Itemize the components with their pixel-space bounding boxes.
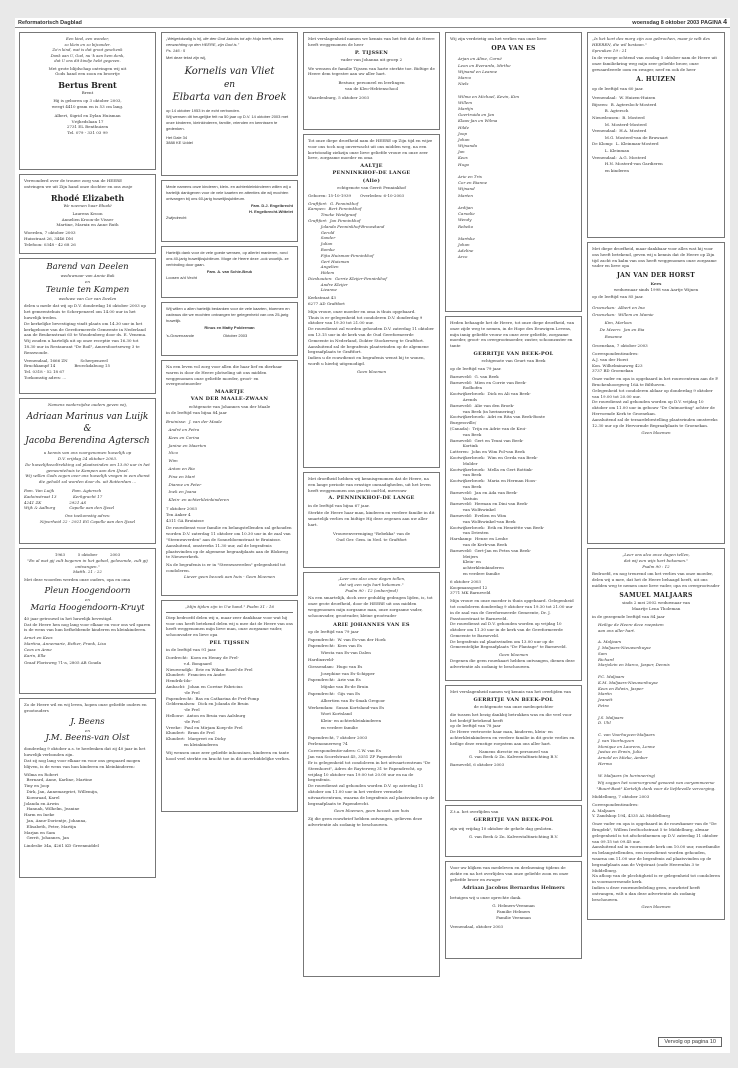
anniversary-ad-beens: Zo de Heere wil en wij leven, hopen onze geliefde ouders en grootouders J. Beens en J.M. Beens-van Olst donderdag 9 oktober a.s. te herdenken dat zij 40 jaar in het huwelijk verbonden zijn. Dat zij nog lang voor elkaar en voor ons gespaard mogen blijven, is de wens van hun kinderen en kleinkinderen: Wilma en Robert Bernard, Anne, Karline, Martine Tiny en Joop Dirk, Jan, Annemargriet, Willemijn, Koenraad, Karel Jolanda en Arwin Hannah, Wilhelm, Jeanine Harm en Ineke Jan, Anne-Dorientje, Johanna, Elisabeth, Peter, Martijn Marjan en Sam Gerrit, Johannes, Jan Lindeslie 34a, 4261 KD Greenmiddel <box>19 698 156 878</box>
obituary-opa-van-es: Wij zijn verdrietig om het verlies van onze lieve OPA VAN ES Arjan en Aline, Corné Leon en Everarda, Mirthe Wijnand en Leanne Marco Niels Wilma en Michael, Kevin, Kim Willem Martijn Geertruida en Jan Klaas-Jan en Wilma Hilde Joop Johan Wijnanda Jan Kees Hugo Arie en Trix Cor en Rianne Wijnand Marten Ardijan Carsalie Wendy Rebeko Martske Johan Adeline Arco <box>445 32 582 312</box>
wedding-ad-luijk: Namens wederzijdse ouders geven wij, Adriaan Marinus van Luijk & Jacoba Berendina Agtersch u kennis van ons voorgenomen huwelijk op D.V. vrijdag 24 oktober 2003. De huwelijksvoltrekking zal plaatsvinden om 13.00 uur in het gemeentehuis te Kampen aan den IJssel. Wij willen Gods zegen over ons huwelijk vragen in een dienst die gehold zal worden door ds. uit Rotterdam ... Fam. Van Luijk Fam. Agtersch Kadoinstraat 13 Kerkgracht 17 4241 ZK 2921 AS Wijk & Aalburg Capelle aan den IJssel Ons toekomstig adres: Nijverheid 22 - 2921 EG Capelle aan den IJssel <box>19 398 156 544</box>
column-3 <box>303 32 440 981</box>
deceased-name: JAN VAN DER HORST <box>616 272 696 280</box>
column-5 <box>587 32 725 924</box>
obituary-notice-rebekka: Met droefheid hebben wij kennisgenomen dat de Heere, na een lange periode van ernstige onraadigheden, uit het leven heeft weggenomen ons geacht oud-lid, mevrouw A. PENNINKHOF-DE LANGE in de leeftijd van bijna 67 jaar. Sterkte de Heere haar man, kinderen en verdere familie in dit smartelijk verlies en bidtige Hij deze zegenen aan uw aller hart. Vrouwenvereniging "Rebekka" van de Oud Ger. Gem. in Ned. te Graftfort <box>303 472 440 568</box>
page-date: woensdag 8 oktober 2003 PAGINA 4 <box>632 19 727 26</box>
child-name: Rhodé Elizabeth <box>50 192 125 203</box>
deceased-name: GERRITJE VAN BEEK-POL <box>473 696 554 703</box>
obituary-notice-tijssen-school: Met verslagenheid namen we kennis van het feit dat de Heere heeft weggenomen de heer P. TIJSSEN vader van Johanna uit groep 2 We wensen de familie Tijssen van harte sterkte toe. Bidtige de Heere dem tegestre aan uw aller hart. Bestuur, personeel en leerlingen van de Kleo-Hebtenschool Waardenburg, 5 oktober 2003 <box>303 32 440 130</box>
column-2 <box>161 32 298 816</box>
obituary-maartje: Na een leven vol zorg voor allen die haar lief en dierbaar waren is door de Heere plotseling uit ons midden weggenomen onze geliefde moeder, groot- en overgrootmoeder MAARTJE VAN DER MAALE-ZWAAN echtgenote van Johannes van der Maale in de leeftijd van bijna 84 jaar Bruinisse: J. van der Maale André en Petra Kees en Corina Janine en Maarten Nico Wim Anton en Ria Pina en Mart Dianne en Peter Inek en Joana Klein- en achterkleinkinderen 7 oktober 2003 Ten Anker 4 4311 GA Bruinisse De rouwdienst voor familie en belangstellenden zal gehouden worden D.V. zaterdag 11 oktober om 10.30 uur in de zaal van "Steenwaverden" aan de Sonnebloemstraat te Bruinisse. Aansluitend, omstreeks 11.30 uur, zal de begrafenis plaatsvinden op de algemene begraafplaats aan de Blokweg te Nieuwerkerk. Na de begrafenis is er in "Steenwaverden" gelegenheid tot condoleren. Liever geen bezoek aan huis - Geen bloemen <box>161 360 298 596</box>
thanks-ad-schie: Hartelijk dank voor de vele goede wensen, op allerlei manieren, rond ons 40-jarig huwelijksjubileum. Moge de Heere deze -ook woorlijk- ze verbinding door gaan. Fam. A. van Schie-Beuk Loosen a/d Vecht <box>161 246 298 298</box>
deceased-name: SAMUEL MALJAARS <box>619 591 693 599</box>
deceased-name: PEL TIJSSEN <box>209 639 250 646</box>
deceased-name: GERRITJE VAN BEEK-POL <box>473 816 554 823</box>
birth-ad-rhode: Verwonderd over de trouwe zorg van de HEERE ontvingen we uit Zijn hand onze dochter en ons zusje Rhodé Elizabeth We noemen haar Rhodé Laurens Kroon Annelien Kroon-de Visser Martine, Marnix en Anne Ruth Woerden, 7 oktober 2003 Huisstraat 26, 3446 DM Telefoon: 0348 - 42 68 26 <box>19 174 156 254</box>
thanks-ad-polderman: Wij willen u allen hartelijk bedanken voor de vele kaarten, bloemen en cadeaus die we mochten ontvangen ter gelegenheid van ons 25-jarig huwelijk. Rinus en Matty Polderman 's-Gravenzande Oktober 2003 <box>161 302 298 356</box>
obituary-gerritje: Heden behaagde het de Heere, tot onze diepe droefheid, van onze zijde weg te nemen, in de Hope des Eeuwigen Levens, mijn innig geliefde vrouw en onze zeer geliefde, zorgzame moeder, groot- en overgrootmoeder, zuster, schoonzuster en tante GERRITJE VAN BEEK-POL echtgenote van Geurt van Beek op de leeftijd van 79 jaar. Barneveld: G. van Beek Barneveld: Mien en Corrie van Beek- Rodhofen Kootwijkerbroek: Dick en Ali van Beek- Arends Barneveld: Alie van den Broek- van Beek (in herinnering) Kootwijkerbroek: Adri en Rita van Beek-Bonte Burgessville/ (Canada): Trijn en Adrie van de Kroi- van Beek Barneveld: Gert en Teuni van Beek- Kortink Lutteren: John en Wim Pol-van Beek Kootwijkerbroek: Wim en Gerda van Beek- Mulder Kootwijkerbroek: Mella en Gert Bottink- van Beek Kootwijkerbroek: Maria en Herman Hoos- van Beek Barneveld: Jan en Ada van Beek- Vastuin Barneveld: Herman en Dini van Beek- van Wolfswinkel Barneveld: Evelien en Wim van Wolfswinkel-van Beek Kootwijkerbroek: Erik en Henriëtte van Beek- van Driesten Harskamp: Henze en Lenhe van de Kerk-van Beek Barneveld: Gert-Jan en Petra van Beek- Meijers Klein- en achterkleinkinderen en verdere familie 6 oktober 2003 Koopmansgoed 12 3771 MK Barneveld Mijn vrouw en onze moeder is thuis opgebaard. Gelegenheid tot condoleren donderdag 9 oktober van 19.30 tot 21.00 uur in de zaal van de Gereformeerde Gemeente, Dr. J. Passtoorstraat te Barneveld. De rouwdienst zal D.V. gehouden worden op vrijdag 10 oktober om 11.30 uur in de kerk van de Gereformeerde Gemeente te Barneveld. De begrafenis zal plaatsvinden om 13.00 uur op de Gemeentelijke Begraafplaats "De Plantage" te Barneveld. Geen bloemen Degenen die geen rouwkaart hebben ontvangen, dienen deze advertentie als zodanig te beschouwen. <box>445 316 582 681</box>
continued-on-page-link[interactable]: Vervolg op pagina 10 <box>658 1037 722 1047</box>
newspaper-name: Reformatorisch Dagblad <box>18 20 82 26</box>
anniversary-ad-vliet: „Welgelukzalig is hij, die den God Jakobs tot zijn Hulp heeft, wiens verwachting op den HEERE, zijn God is." Ps. 146 : 5 Met deze tekst zijn wij, Kornelis van Vliet en Elbarta van den Broek op 14 oktober 1953 in de echt verbonden. Wij wensen dit heugelijke feit na 50 jaar op D.V. 14 oktober 2003 met onze kinderen, kleinkinderen, familie, vrienden en kennissen te gedenken. Het Dale 34 3888 KE Uddel <box>161 32 298 176</box>
deceased-name: OPA VAN ES <box>491 44 536 52</box>
obituary-tijssen: „Mijn tijden zijn in Uw hand." Psalm 31 : 16 Diep bedroefd delen wij u, maar zeer dankbaar voor wat hij voor ons heeft betekend delen wij u mee dat de Heere van ons heeft weggenomen mijn lieve man, onze zorgzame vader, schoonvader en lieve opa PEL TIJSSEN in de leeftijd van 91 jaar. Dordrecht: Koen en Henny de Frel- v.d. Bongaard Nieuwendijk: Erie en Wilma Rozel-de Frel Klundert: Francien en Andre Hendrik-Ido- Ambacht: Johan en Corrine Fabricius -de Frel Papendrecht: Bas en Catharina de Frel-Pomp Geldermalsen: Dick en Jolanda de Bruin -de Frel Hellouw: Anton en Bruia van Aalsburg -de Frel Vreeke: Paul en Mirjam Koep-de Frel Klundert: Bram de Frel Klundert: Margreet en Dicky en kleinkinderen Wij wensen onze zeer geliefde inhousines, kinderen en tante hood veel sterkte en kracht toe in dit onverbiddelijke verlies. <box>161 600 298 812</box>
deceased-name: GERRITJE VAN BEEK-POL <box>473 350 554 357</box>
newspaper-page <box>15 18 730 1053</box>
birth-ad-bertus: Een kind, een wonder, zo klein en zo bijzonder. Zo'n kind, wat is dat groot geschenk Dank aan U, God, nu 'k aan hem denk, dat U ons dit kindje hebt gegeven. Met grote blijdschap ontvingen wij uit Gods hand een zoon en broertje Bertus Brent Brent Hij is geboren op 3 oktober 2003, weegt 4410 gram en is 53 cm lang. Albert, Sigrid en Dylan Huisman Vrijhedslaan 17 2731 EL Benthuizen Tel. 079 - 331 03 99 <box>19 32 156 170</box>
page-header <box>15 18 730 28</box>
obituary-maljaars: „Leer ons alzo onze dagen tellen, dat wij een wijs hart bekomen." Psalm 90 : 12 Bedroefd, en nog treurend om het verlies van onze moeder, delen wij u mee, dat het de Heere behaagd heeft, uit ons midden weg te nemen onze lieve vader, opa en overgrootvader SAMUEL MALJAARS sinds 2 mei 2002 weduwnaar van Maartje Lena Tholeman in de gezegende leeftijd van 84 jaar Heilige de Heere deze roepstem aan ons aller hart. A. Maljaars J. Maljaars-Nieuwenhuyse Sam Richard Marjolein en Marco, Jasper, Dennis P.C. Maljaars K.M. Maljaars-Nieuwenhuyse Kees en Edwin, Jasper Martin Jeanett Petra J.S. Maljaars D. Uhl C. van Voorhuyzen-Maljaars J. van Voorhuyzen Monique en Laurens, Lenne Justus en Erwin, Julia Arnold en Mieke, Amber Herma W. Maljaars (in herinnering) Wij zoggen het voorvorgrond geweest van ooryammeerse "Buurt-Baat" Kortelijk dank voor de liefdevolle verzorging. Middelburg, 7 oktober 2003 Correspondentieadres: A. Maljaars Y. Zandskop 194, 4335 AL Middelburg Onze vader en opa is opgebaard in de rouwkamer van de "De Brugdek", Willem Iweltochstraat 5 te Middelburg, alwaar gelegenheid is tot afscheidnemen op D.V. zaterdag 11 oktober van 09.15 tot 09.45 uur. Aansluitend zal in voornoemde kerk om 10.00 uur, rouwfamilie en belangstellenden, een rouwdienst worden gehouden, waarna om 11.00 uur de begrafenis zal plaatsvinden op de begraafplaats aan de Vrijstraat (oude Heerenhis 3 te Middelburg. Na afloop van de plechtigheid is er gelegenheid tot condoleren in voormoeresende kerk. Indien u deze rouwmededeling geen, rouwbrief heeft ontvangen, wilt u dan deze advertentie als zodanig beschouwen. Geen bloemen <box>587 548 725 920</box>
column-4 <box>445 32 582 963</box>
obituary-notice-gerritje-company: Met verslagenheid namen wij kennis van het overlijden van GERRITJE VAN BEEK-POL de echtgenote van onze medeoprichter die tussen het bezig dankbij betrokken was en die veel voor het bedrijf betekend heeft op de leeftijd van 78 jaar De Heere vertroeste haar man, kinderen, klein- en achterkleinkinderen en verdere familie in dit grote verlies en heilige deze ernstige roepstem aan ons aller hart. Namens directie en personeel van G. van Beek & Zn. Kalverstaltinrichting B.V. Barneveld, 6 oktober 2003 <box>445 685 582 801</box>
thanks-ad-helmers: Voor uw blijken van medeleven en deelneming tijdens de ziekte en na het overlijden van onze geliefde zoon en onze geliefde broer en zwager Adriaan Jacobus Bernardus Helmers betuigen wij u onze oprechte dank. G. Helmers-Veenman Familie Helmers Familie Veenman Veenendaal, oktober 2003 <box>445 861 582 959</box>
wedding-ad-deelen: Barend van Deelen weduwnaar van Annie Bak en Teunie ten Kampen weduwe van Cor van Deelen delen u mede dat wij op D.V. donderdag 16 oktober 2003 op het gemeentehuis te Scherpenzeel om 14.00 uur in het huwelijk treden. De kerkelijke bevestiging vindt plaats om 14.30 uur in het kerkgebouw van de Gereformeerde Gemeente in Nederland aan de Beukenstraat 65 te Woudenberg door ds. E. Venema. Wij zouden u hartelijk uit op onze receptie van 16.30 tot 18.30 uur in Restaurant "De Boil", Amersfoortseweg 3 te Renswoude. Veenendaal, 1666 ZN Scherpenzeel Bruchkampf 14 Broeckdabuog 15 Tel. 0318 - 52 18 67 Toekomstig adres: ... <box>19 258 156 394</box>
obituary-huizen: „Is het kort des morg zijn zoo gebrochen, maar je wilt des HEEREN, die wil bestaan." Spreuken 19 : 21 In de vroege ochtend van zondag 5 oktober nam de Heere uit onze familiekring weg mijn zeer geliefde broer, onze gewaardeerde oom en zwager, neef en ook de heer A. HUIZEN op de leeftijd van 60 jaar. Veenendaal: W. Huizen-Huizen Bijseen: B. Agtersloch-Mosterd B. Agtersch Nieuwleusen: B. Mosterd M. Mosterd-Mosterd Veenendaal: H.A. Mosterd M.G. Mosterd-van de Bruwaart De Klomp: L. Kleinman-Mosterd L. Kleinman Veenendaal: A.G. Mosterd H.N. Mosterd-van Gardieren en kinderen <box>587 32 725 238</box>
deceased-name: MAARTJE VAN DER MAALE-ZWAAN <box>190 389 269 403</box>
thanks-ad-engelbrecht: Mede namens onze kinderen, klein- en achterkleinkinderen willen wij u hartelijk dankgeven voor de vele kaarten en attenties die wij mochten ontvangen bij ons 60-jarig huwelijksjubileum. Fam. D.J. Engelbrecht H. Engelbrecht-Wittelet Zwijndrecht <box>161 180 298 242</box>
deceased-name: A. PENNINKHOF-DE LANGE <box>328 495 415 502</box>
deceased-name: A. HUIZEN <box>636 75 676 83</box>
closing-notice-van-beek: Z.t.a. het overlijden van GERRITJE VAN BEEK-POL zijn wij vrijdag 10 oktober de gehele dag gesloten. G. van Beek & Zn. Kalverstaltinrichting B.V. <box>445 805 582 857</box>
column-1 <box>19 32 156 882</box>
obituary-van-der-horst: Met diepe droefheid, maar dankbaar voor alles wat hij voor ons heeft betekend, geven wij u kennis dat de Heere op Zijn tijd zacht en kalm van ons heeft weggenomen onze zorgzame vader en lieve opa JAN VAN DER HORST Kees weduwnaar sinds 1998 van Aartje Wijnen op de leeftijd van 85 jaar. Groenekan: Albert en Ina Groenekan: Willem en Mamie Kim, Marloes De Meern: Jan en Ria Rosanne Groenekan, 7 oktober 2003 Correspondentieadres: A.J. van der Horst Kon. Wilhelminaweg 423 3737 BD Groenekan Onze vader en opa is opgebaard in het rouwcentrum aan de P. Bruckenhoorgweg 16A te Bilthoven. Gelegenheid tot condoleren aldaar op donderdag 9 oktober van 19.00 tot 20.00 uur. De rouwdienst zal gehouden worden op D.V. vrijdag 10 oktober om 11.00 uur in gebouw "De Ontmoeting" achter de Hervormde Kerk te Groenekan. Aansluitend zal de teraardebestelling plaatsvinden omstreeks 12.30 uur op de Hervormde Begraafplaats te Groenekan. Geen bloemen <box>587 242 725 544</box>
deceased-name: P. TIJSSEN <box>354 49 389 56</box>
obituary-arie-van-es: „Leer ons alzo onze dagen tellen, dat wij een wijs hart bekomen." Psalm 90 : 12 (onberijmd) Na een smartelijk, doch zeer geduldig gedragen lijden, is, tot onze grote droefheid, door de HEERE uit ons midden weggenomen mijn zorgzame man, onze zorgzame vader, schoonvader, grootvader, kleine grootvader ARIE JOHANNES VAN ES op de leeftijd van 79 jaar Papendrecht: W. van Es-van der Hoek Papendrecht: Kees van Es Wiesta van Es-van Dalen Hardinxveld- Giessendam: Hugo van Es Josephine van Es-Schipper Papendrecht: Arie van Es Mijnke van Es-de Bruin Papendrecht: Gijs van Es Albertien van Es-Smak Gregoor Werkendam: Susan Kortsland-van Es Woet Kortsland Klein- en achterkleinkinderen en verdere familie Papendrecht, 7 oktober 2003 Perlenonnerweg 74 Correspondentie-adres: C.W. van Es Jan van Scorelstraat 45, 3351 ZP Papendrecht Er is gelegenheid tot condoleren in het uitvaartcentrum "De Steenhorst", Adres de Rayterweg 31 te Papendrecht, op vrijdag 10 oktober van 19.00 tot 20.00 uur en na de begrafenis. De rouwdienst zal gehouden worden D.V. op zaterdag 11 oktober om 11.00 uur in het verdere vermelde uitvaartcentrum, waarna de begrafenis zal plaatsvinden op de begraafplaats te Papendrecht. Geen bloemen, geen bezoek aan huis Zij die geen rouwbrief hebben ontvangen, gelieven deze advertentie als zodanig te beschouwen. <box>303 572 440 977</box>
child-name: Bertus Brent <box>58 80 117 91</box>
deceased-name: ARIE JOHANNES VAN ES <box>333 621 410 628</box>
deceased-name: AALTJE PENNINKHOF-DE LANGE (Alie) <box>332 163 411 184</box>
obituary-aaltje: Tot onze diepe droefheid nam de HEERE op Zijn tijd en wijze voor ons toch nog onverwacht uit ons midden weg, na een kortstondig ziekzijn onze lieve geliefde vrouw en onze zeer lieve, zorgzame moeder en oma AALTJE PENNINKHOF-DE LANGE (Alie) echtgenote van Gerrit Penninkhof Geboren: 15-10-1939 Overleden: 6-10-2003 Graftfort: G. Penninkhof Kampen: Bert Penninkhof Tineke Weidgraaf Graftfort: Jan Penninkhof Jolanda Penninkhof-Brouwkand Gerold Sander Julian Romke Fijta Huisman-Penninkhof Gert Huisman Angelien Hidem Dieshouten: Gerrie Kleijer-Penninkhof Andre Kleijer Lieanne Kerkstraat 43 6277 AD Graftfort Mijn vrouw, onze moeder en oma is thuis opgebaard. Thuis is er gelegenheid tot condoleren D.V. donderdag 9 oktober van 19.30 tot 21.00 uur. De rouwdienst zal worden gehouden D.V. zaterdag 11 oktober om 13.15 uur in de kerk van de Oud Gereformeerde Gemeente in Nederland, Dokter Stockerweg te Graftfort. Aansluitend zal de begrafenis plaatsvinden op de algemene begraafplaats te Graftfort. Indien u de rouwdienst en begrafenis wenst bij te wonen, wordt u hierbij uitgenodigd. Geen bloemen <box>303 134 440 468</box>
anniversary-ad-hoogendoorn: 1963 5 oktober 2003 "En al wat gij zult begeren in het gebed, gelovende, zult gij ontvangen." Matth. 21 : 22 Met deze woorden werden onze ouders, opa en oma Pleun Hoogendoorn en Maria Hoogendoorn-Kruyt 40 jaar getrouwd in het huwelijk bevestigd. Dat de Heere hen nog lang voor elkaar en voor ons wil sparen is de wens van hun liefhebbende kinderen en kleinkinderen. Arnet en Kees Martina, Annemarie, Esther, Frank, Lisa Cees en Anne Karin, Ella Graaf Florisweg 71-a, 2805 AB Gouda <box>19 548 156 694</box>
